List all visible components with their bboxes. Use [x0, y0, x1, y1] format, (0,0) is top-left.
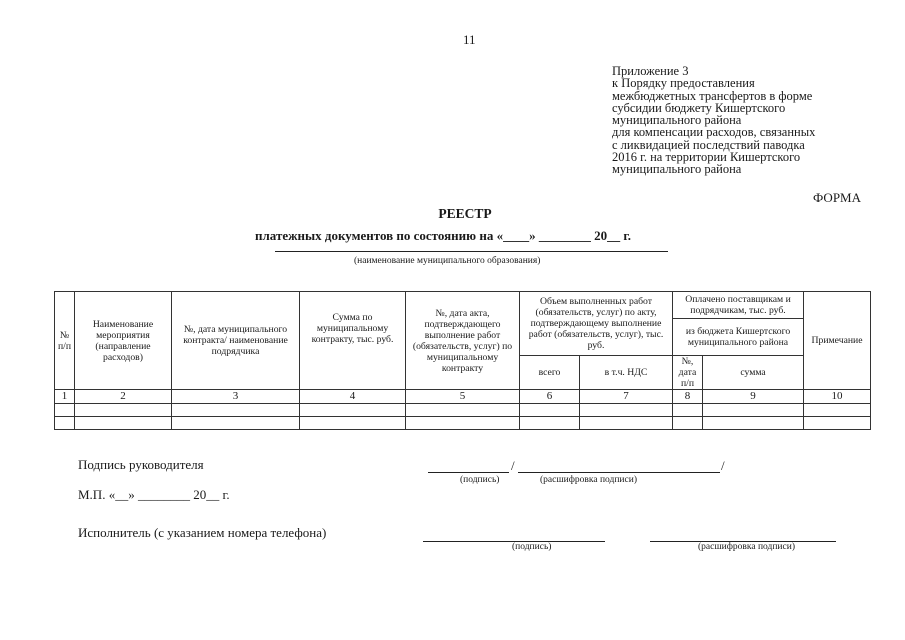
appendix-block	[612, 65, 815, 176]
header-paid-num-date: №, дата п/п	[673, 356, 703, 390]
table-cell	[673, 417, 703, 430]
stamp-date-line: М.П. «__» ________ 20__ г.	[78, 487, 230, 502]
column-number: 8	[673, 390, 703, 404]
header-volume-vat: в т.ч. НДС	[580, 356, 673, 390]
head-sign-caption: (подпись)	[460, 475, 500, 485]
head-sign-line	[428, 472, 509, 473]
table-cell	[804, 404, 871, 417]
appendix-line: субсидии бюджету Кишертского	[612, 100, 786, 115]
header-num: № п/п	[55, 292, 75, 390]
column-number-row	[55, 390, 871, 404]
table-cell	[520, 404, 580, 417]
column-number: 6	[520, 390, 580, 404]
table-row	[55, 417, 871, 430]
table-cell	[172, 417, 300, 430]
table-cell	[406, 404, 520, 417]
column-number: 7	[580, 390, 673, 404]
table-cell	[172, 404, 300, 417]
table-cell	[55, 417, 75, 430]
table-cell	[673, 404, 703, 417]
header-event-name: Наименование мероприятия (направление расходов)	[75, 292, 172, 390]
table-cell	[580, 404, 673, 417]
appendix-line: муниципального района	[612, 113, 742, 128]
registry-table	[54, 291, 871, 430]
column-number: 9	[703, 390, 804, 404]
table-cell	[406, 417, 520, 430]
header-paid-budget: из бюджета Кишертского муниципального района	[673, 319, 804, 356]
table-cell	[55, 404, 75, 417]
page-number: 11	[463, 32, 476, 47]
forma-label: ФОРМА	[813, 190, 861, 205]
appendix-line: муниципального района	[612, 162, 742, 177]
table-cell	[75, 417, 172, 430]
municipality-caption: (наименование муниципального образования)	[354, 256, 541, 266]
table-cell	[703, 417, 804, 430]
head-decode-line	[518, 472, 720, 473]
table-cell	[75, 404, 172, 417]
header-contract-sum: Сумма по муниципальному контракту, тыс. руб.	[300, 292, 406, 390]
appendix-line: для компенсации расходов, связанных	[612, 125, 816, 140]
appendix-line: Приложение 3	[612, 64, 689, 78]
appendix-line: межбюджетных трансфертов в форме	[612, 88, 813, 103]
column-number: 2	[75, 390, 172, 404]
header-volume-group: Объем выполненных работ (обязательств, услуг) по акту, подтверждающему выполнение работ (обязательств, услуг), тыс. руб.	[520, 292, 673, 356]
table-cell	[804, 417, 871, 430]
column-number: 10	[804, 390, 871, 404]
table-cell	[580, 417, 673, 430]
column-number: 5	[406, 390, 520, 404]
header-volume-total: всего	[520, 356, 580, 390]
table-cell	[300, 417, 406, 430]
document-subtitle: платежных документов по состоянию на «____» ________ 20__ г.	[255, 228, 632, 243]
slash-separator: /	[511, 458, 515, 473]
appendix-line: к Порядку предоставления	[612, 76, 755, 91]
table-row	[55, 404, 871, 417]
executor-label: Исполнитель (с указанием номера телефона)	[78, 525, 327, 540]
head-decode-caption: (расшифровка подписи)	[540, 475, 637, 485]
appendix-line: 2016 г. на территории Кишертского	[612, 150, 801, 165]
header-contract: №, дата муниципального контракта/ наименование подрядчика	[172, 292, 300, 390]
document-title: РЕЕСТР	[438, 206, 492, 221]
executor-decode-caption: (расшифровка подписи)	[698, 542, 795, 552]
table-cell	[703, 404, 804, 417]
appendix-line: с ликвидацией последствий паводка	[612, 137, 805, 152]
header-paid-sum: сумма	[703, 356, 804, 390]
header-paid-group: Оплачено поставщикам и подрядчикам, тыс. руб.	[673, 292, 804, 319]
table-cell	[300, 404, 406, 417]
head-signature-label: Подпись руководителя	[78, 457, 204, 472]
slash-separator: /	[721, 458, 725, 473]
column-number: 3	[172, 390, 300, 404]
municipality-line	[275, 251, 668, 252]
header-note: Примечание	[804, 292, 871, 390]
table-cell	[520, 417, 580, 430]
column-number: 1	[55, 390, 75, 404]
executor-sign-caption: (подпись)	[512, 542, 552, 552]
header-act: №, дата акта, подтверждающего выполнение работ (обязательств, услуг) по муниципальному контракту	[406, 292, 520, 390]
column-number: 4	[300, 390, 406, 404]
